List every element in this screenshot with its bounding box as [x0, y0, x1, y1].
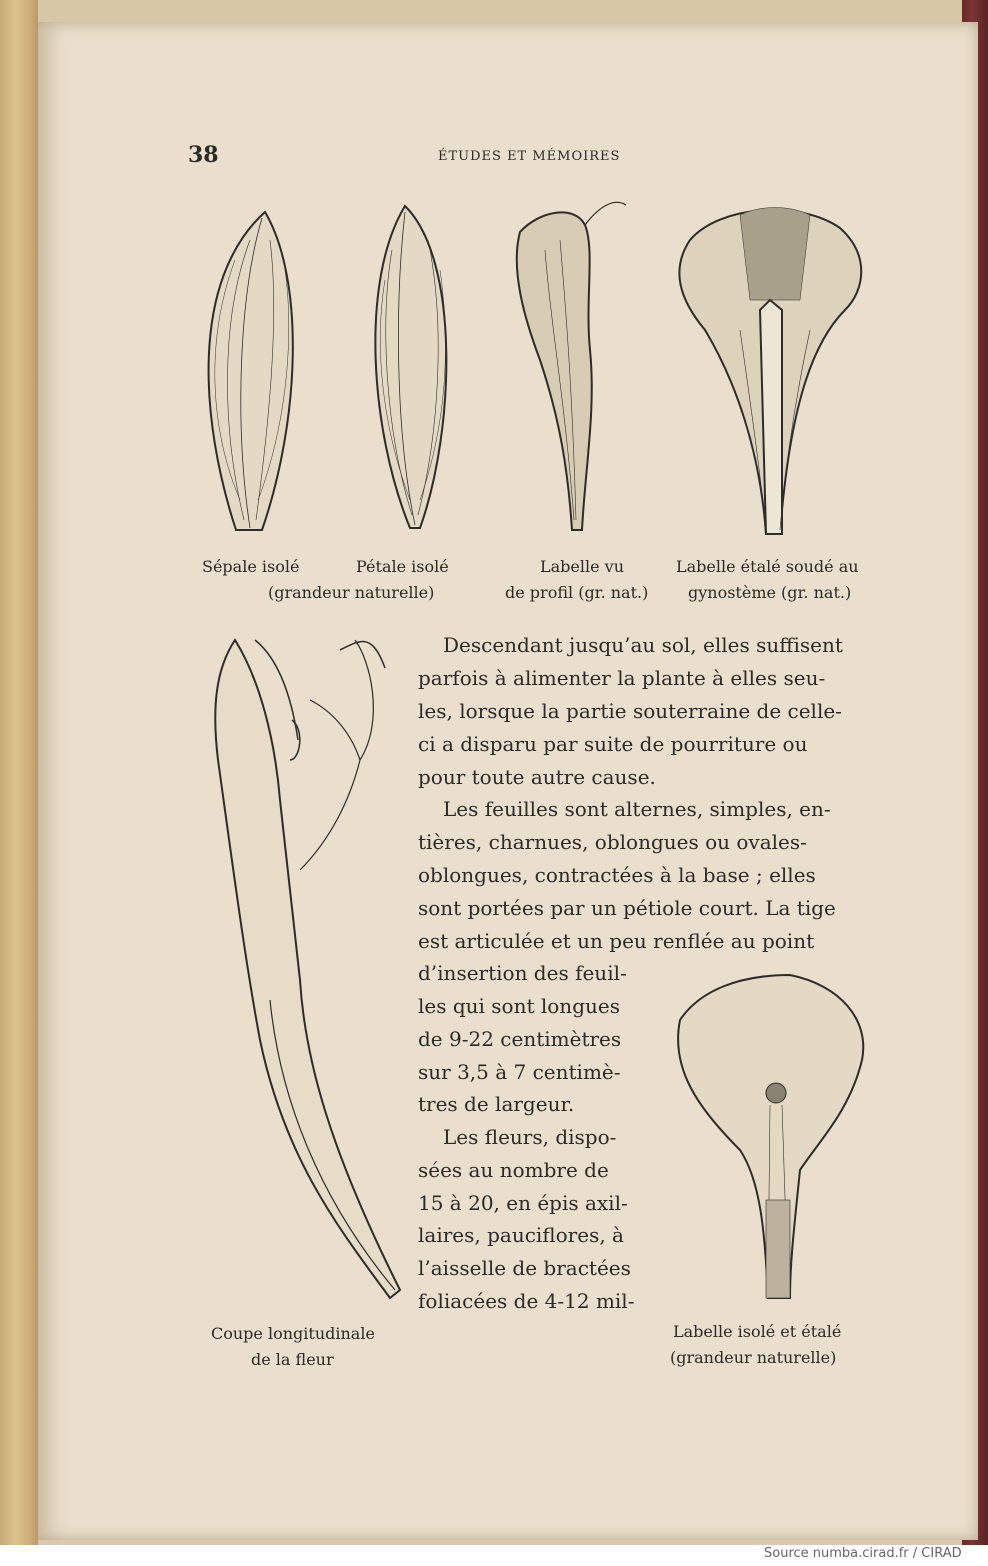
body-line: d’insertion des feuil-: [418, 961, 627, 985]
body-line: Les fleurs, dispo-: [443, 1125, 617, 1149]
caption-labellum-isolated-1: Labelle isolé et étalé: [673, 1322, 842, 1341]
body-line: oblongues, contractées à la base ; elles: [418, 863, 816, 887]
body-line: est articulée et un peu renflée au point: [418, 929, 815, 953]
body-line: de 9-22 centimètres: [418, 1027, 622, 1051]
body-line: l’aisselle de bractées: [418, 1256, 631, 1280]
caption-section-2: de la fleur: [251, 1350, 334, 1369]
body-line: tres de largeur.: [418, 1092, 575, 1116]
body-line: les, lorsque la partie souterraine de celle-: [418, 699, 842, 723]
body-line: les qui sont longues: [418, 994, 620, 1018]
page-number: 38: [188, 142, 219, 168]
labellum-isolated-illustration: [678, 975, 863, 1298]
caption-section-1: Coupe longitudinale: [211, 1324, 375, 1343]
caption-labellum-profile-1: Labelle vu: [540, 557, 625, 576]
body-line: Descendant jusqu’au sol, elles suffisent: [443, 633, 843, 657]
caption-sepal: Sépale isolé: [202, 557, 300, 576]
body-line: pour toute autre cause.: [418, 765, 656, 789]
body-line: parfois à alimenter la plante à elles seu-: [418, 666, 826, 690]
labellum-spread-illustration: [679, 208, 861, 535]
body-line: foliacées de 4-12 mil-: [418, 1289, 635, 1313]
body-line: sur 3,5 à 7 centimè-: [418, 1060, 621, 1084]
body-line: Les feuilles sont alternes, simples, en-: [443, 797, 831, 821]
caption-labellum-spread-2: gynostème (gr. nat.): [688, 583, 852, 602]
flower-section-illustration: [215, 640, 400, 1298]
running-title: ÉTUDES ET MÉMOIRES: [438, 149, 621, 164]
body-line: laires, pauciflores, à: [418, 1223, 624, 1247]
caption-natural-size: (grandeur naturelle): [268, 583, 435, 602]
body-line: 15 à 20, en épis axil-: [418, 1191, 628, 1215]
caption-labellum-spread-1: Labelle étalé soudé au: [676, 557, 859, 576]
petal-illustration: [375, 206, 446, 528]
caption-labellum-isolated-2: (grandeur naturelle): [670, 1348, 837, 1367]
body-line: sées au nombre de: [418, 1158, 609, 1182]
caption-labellum-profile-2: de profil (gr. nat.): [505, 583, 649, 602]
body-line: ci a disparu par suite de pourriture ou: [418, 732, 808, 756]
sepal-illustration: [209, 212, 293, 530]
body-line: tières, charnues, oblongues ou ovales-: [418, 830, 807, 854]
labellum-profile-illustration: [517, 202, 626, 530]
body-line: sont portées par un pétiole court. La tige: [418, 896, 836, 920]
source-credit: Source numba.cirad.fr / CIRAD: [764, 1546, 962, 1561]
caption-petal: Pétale isolé: [356, 557, 449, 576]
